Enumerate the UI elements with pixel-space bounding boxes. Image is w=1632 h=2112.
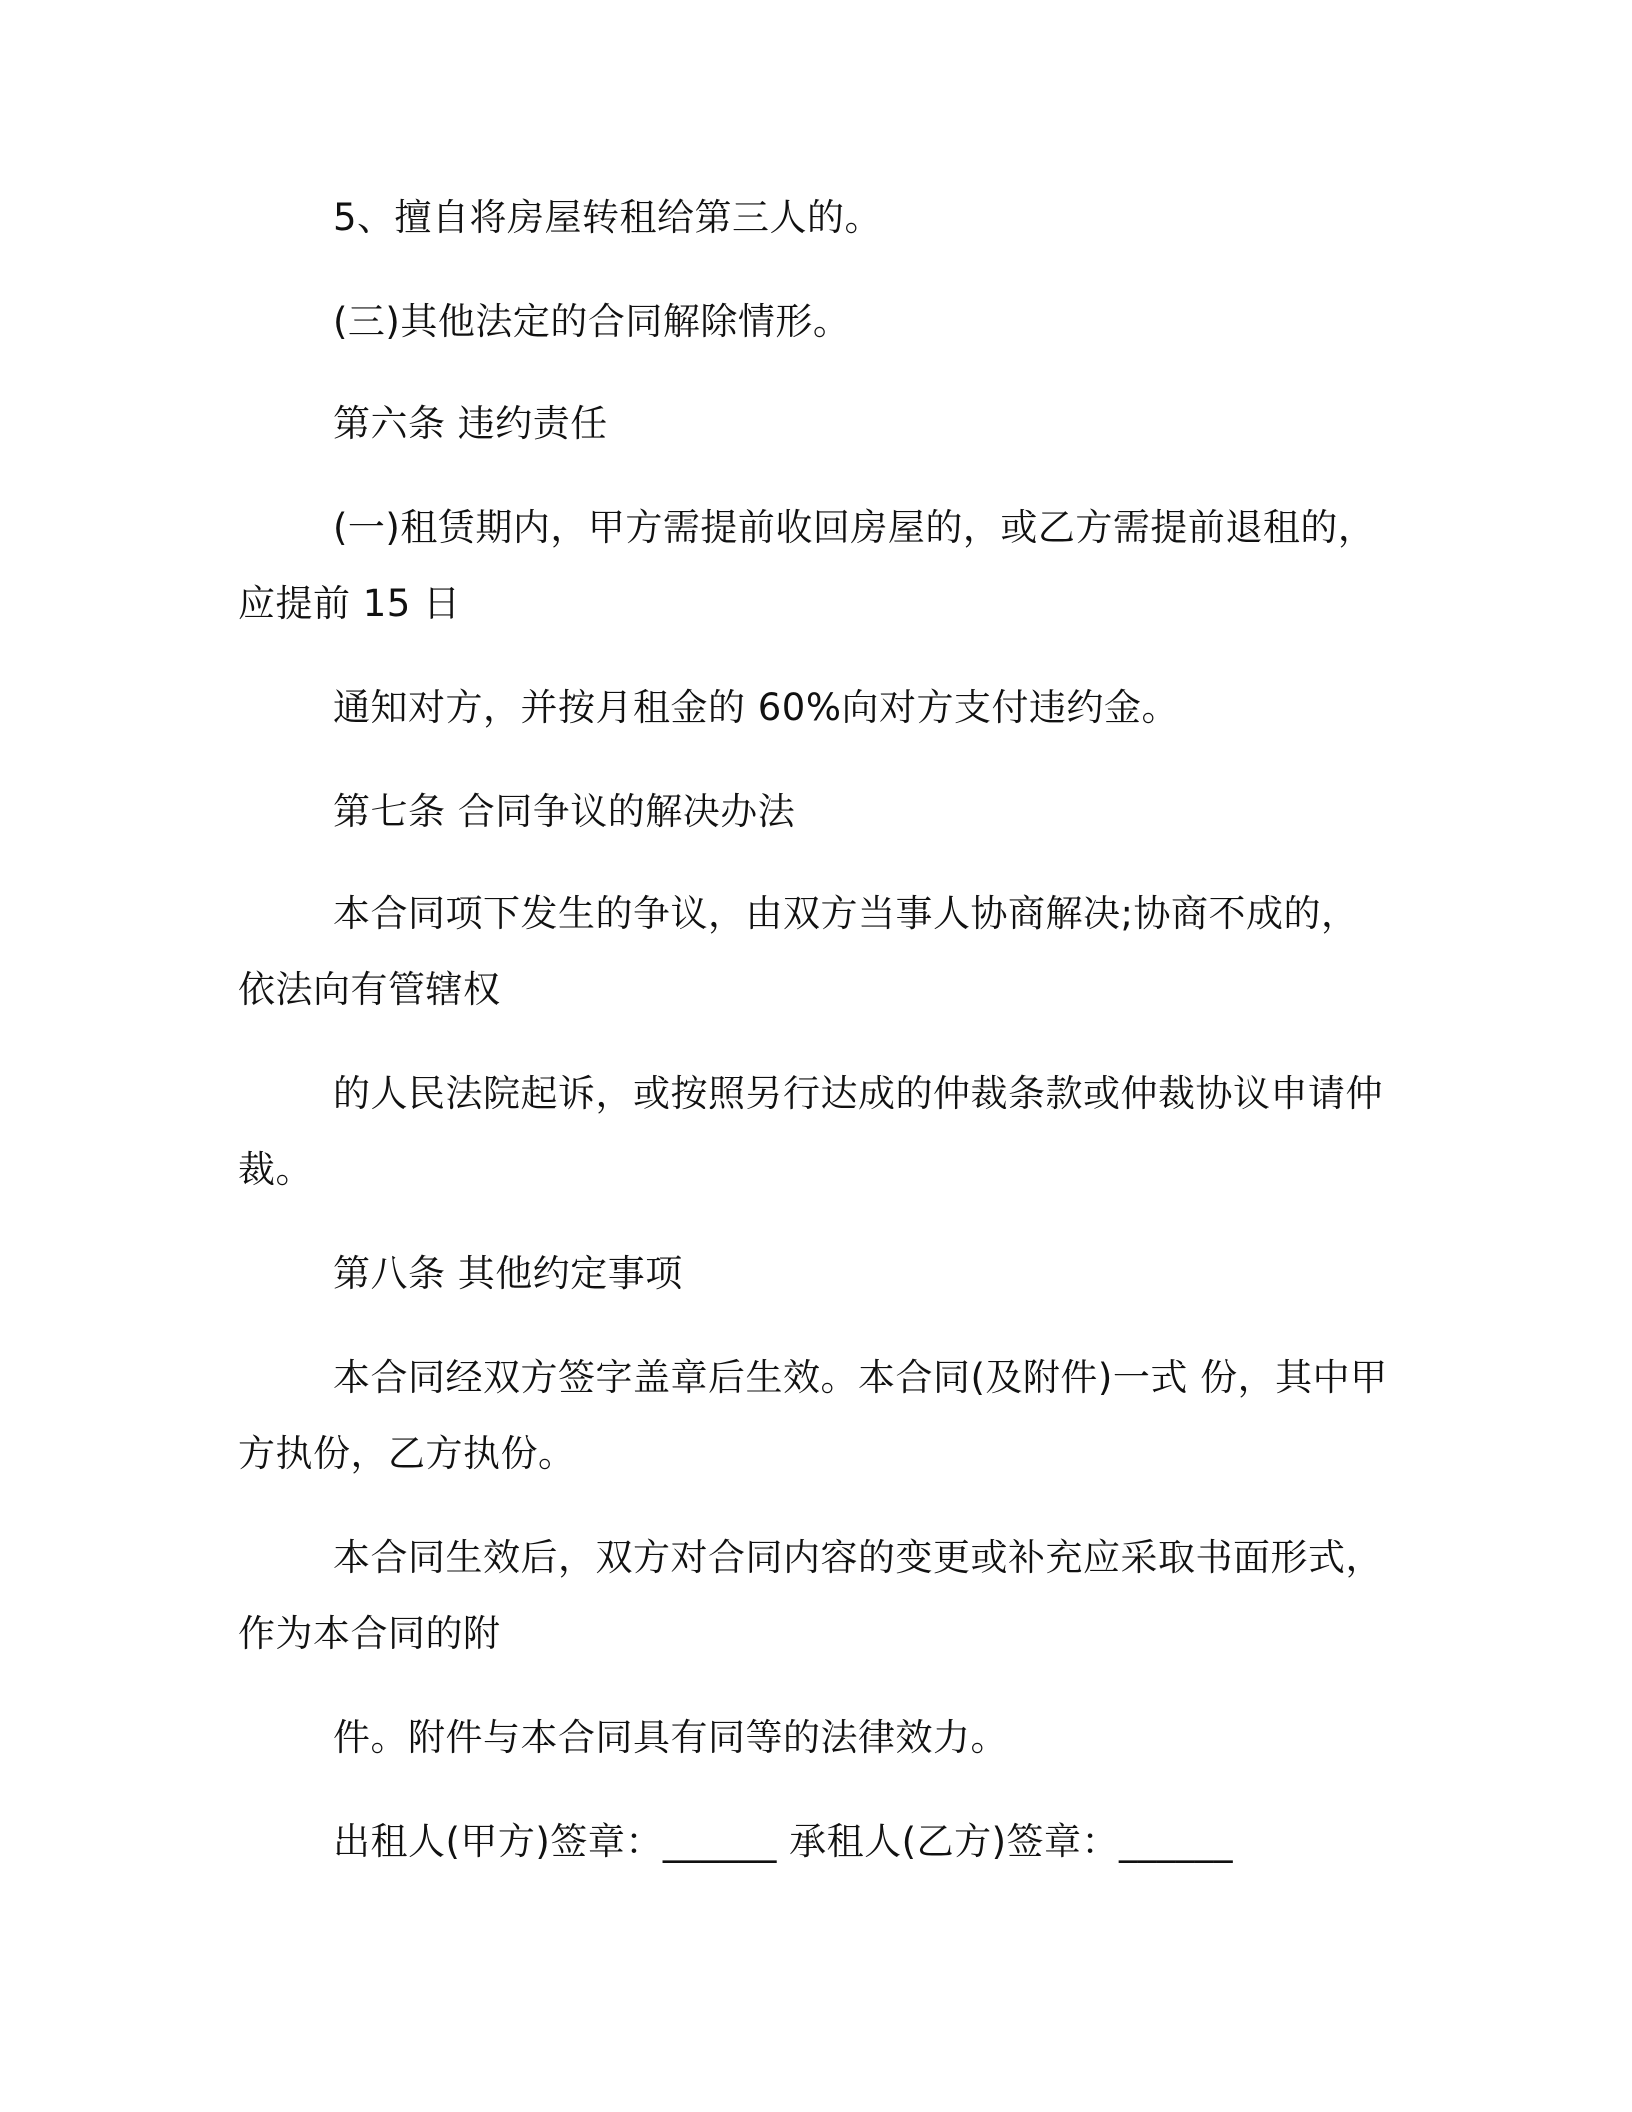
article-6-para-line-3: 通知对方，并按月租金的 60%向对方支付违约金。: [333, 686, 1179, 729]
article-7-heading: 第七条 合同争议的解决办法: [333, 790, 796, 833]
clause-item-3: (三)其他法定的合同解除情形。: [333, 300, 851, 343]
article-8-para-2-line-3: 件。附件与本合同具有同等的法律效力。: [333, 1716, 1008, 1759]
article-7-para-line-1: 本合同项下发生的争议，由双方当事人协商解决;协商不成的，: [333, 892, 1359, 935]
article-7-para-line-2: 依法向有管辖权: [238, 968, 501, 1011]
clause-item-5: 5、擅自将房屋转租给第三人的。: [333, 196, 883, 239]
article-8-heading: 第八条 其他约定事项: [333, 1252, 683, 1295]
article-8-para-2-line-2: 作为本合同的附: [238, 1612, 501, 1655]
article-6-para-line-1: (一)租赁期内，甲方需提前收回房屋的，或乙方需提前退租的，: [333, 506, 1376, 549]
article-7-para-line-4: 裁。: [238, 1148, 313, 1191]
article-8-para-1-line-1: 本合同经双方签字盖章后生效。本合同(及附件)一式 份，其中甲: [333, 1356, 1388, 1399]
article-6-para-line-2: 应提前 15 日: [238, 582, 461, 625]
signature-line: 出租人(甲方)签章：______ 承租人(乙方)签章：______: [333, 1820, 1234, 1863]
article-8-para-2-line-1: 本合同生效后，双方对合同内容的变更或补充应采取书面形式，: [333, 1536, 1383, 1579]
article-8-para-1-line-2: 方执份，乙方执份。: [238, 1432, 576, 1475]
article-7-para-line-3: 的人民法院起诉，或按照另行达成的仲裁条款或仲裁协议申请仲: [333, 1072, 1383, 1115]
article-6-heading: 第六条 违约责任: [333, 402, 608, 445]
